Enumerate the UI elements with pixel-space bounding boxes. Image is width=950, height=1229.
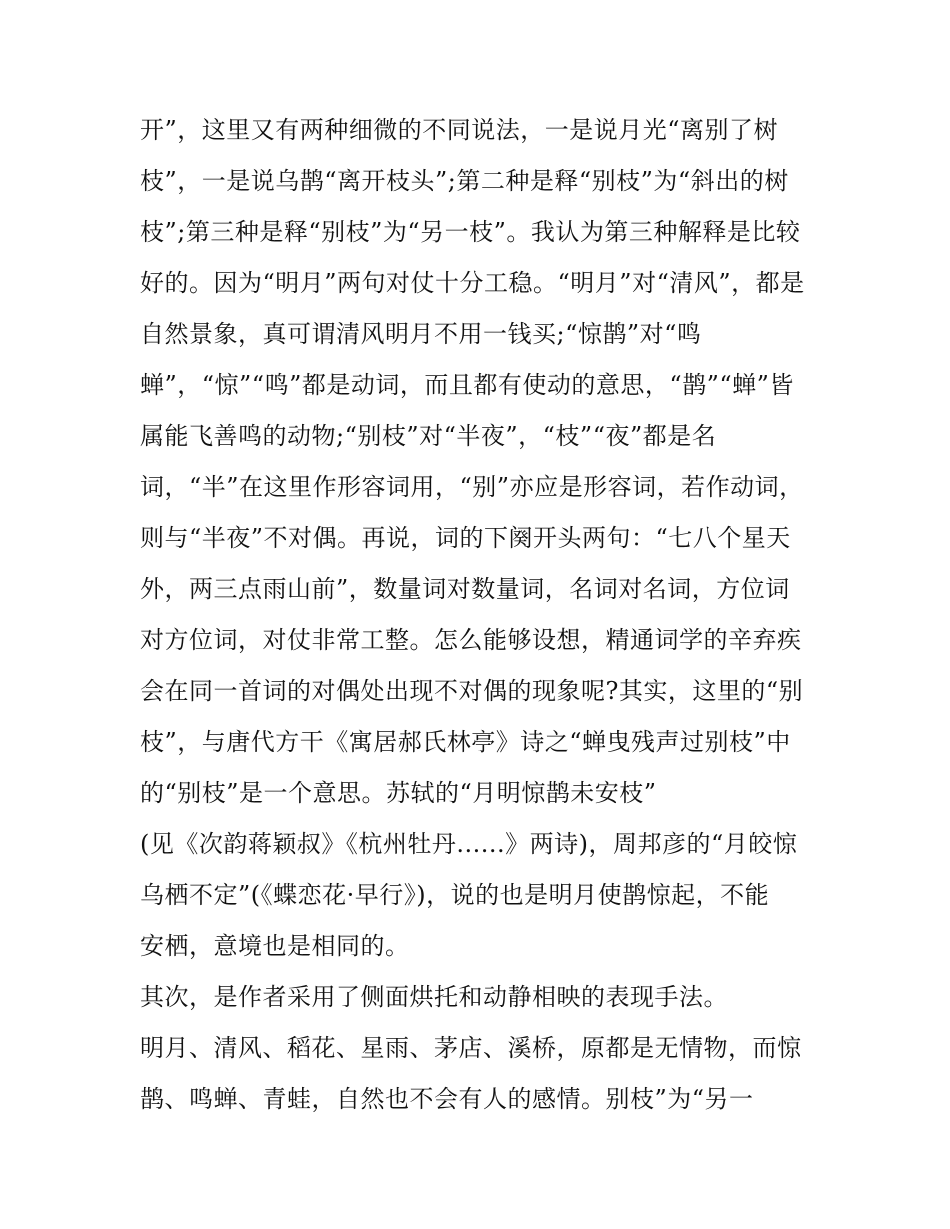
text-line: 词，“半”在这里作形容词用，“别”亦应是形容词，若作动词， <box>140 473 804 501</box>
text-line: 好的。因为“明月”两句对仗十分工稳。“明月”对“清风”，都是 <box>140 269 805 297</box>
text-line: 蝉”，“惊”“鸣”都是动词，而且都有使动的意思，“鹊”“蝉”皆 <box>140 371 794 399</box>
body-text <box>140 108 830 1128</box>
text-line: 会在同一首词的对偶处出现不对偶的现象呢?其实，这里的“别 <box>140 677 804 705</box>
text-line: 开”，这里又有两种细微的不同说法，一是说月光“离别了树 <box>140 116 779 144</box>
text-line: 鹊、鸣蝉、青蛙，自然也不会有人的感情。别枝”为“另一 <box>140 1085 754 1113</box>
text-line: (见《次韵蒋颖叔》《杭州牡丹......》两诗)，周邦彦的“月皎惊 <box>140 830 798 858</box>
text-line: 则与“半夜”不对偶。再说，词的下阕开头两句：“七八个星天 <box>140 524 791 552</box>
text-line: 属能飞善鸣的动物;“别枝”对“半夜”，“枝”“夜”都是名 <box>140 422 717 450</box>
text-line: 明月、清风、稻花、星雨、茅店、溪桥，原都是无情物，而惊 <box>140 1034 802 1062</box>
text-line: 枝”;第三种是释“别枝”为“另一枝”。我认为第三种解释是比较 <box>140 218 801 246</box>
text-line: 乌栖不定”(《蝶恋花·早行》)，说的也是明月使鹊惊起，不能 <box>140 881 770 909</box>
text-line: 安栖，意境也是相同的。 <box>140 932 410 960</box>
text-line: 的“别枝”是一个意思。苏轼的“月明惊鹊未安枝” <box>140 779 657 807</box>
text-line: 外，两三点雨山前”，数量词对数量词，名词对名词，方位词 <box>140 575 790 603</box>
text-line: 自然景象，真可谓清风明月不用一钱买;“惊鹊”对“鸣 <box>140 320 702 348</box>
text-line: 枝”，一是说乌鹊“离开枝头”;第二种是释“别枝”为“斜出的树 <box>140 167 789 195</box>
text-line: 枝”，与唐代方干《寓居郝氏林亭》诗之“蝉曳残声过别枝”中 <box>140 728 791 756</box>
text-line: 对方位词，对仗非常工整。怎么能够设想，精通词学的辛弃疾 <box>140 626 802 654</box>
text-line: 其次，是作者采用了侧面烘托和动静相映的表现手法。 <box>140 983 728 1011</box>
